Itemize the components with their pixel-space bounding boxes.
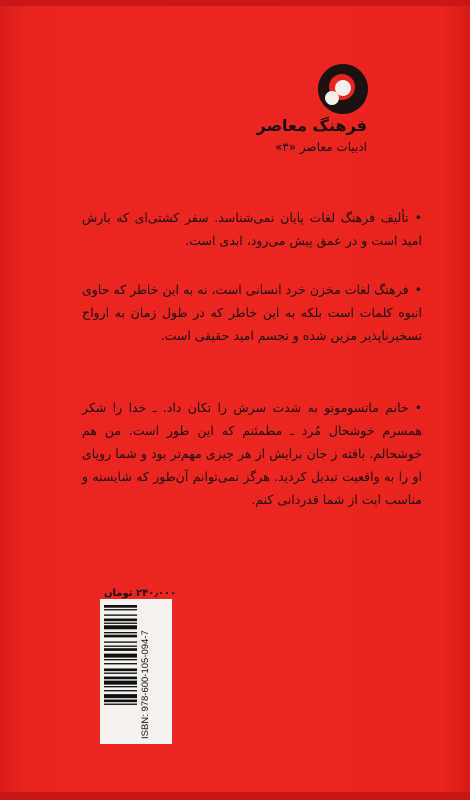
barcode-bar — [104, 704, 137, 705]
cover-top-edge — [0, 0, 470, 6]
barcode-bar — [104, 648, 137, 651]
blurb-text-1: تألیف فرهنگ لغات پایان نمی‌شناسد. سفر کشتی‌ای که بارش امید است و در عمق پیش می‌رود، ابدی است. — [82, 210, 422, 248]
barcode-bar — [104, 694, 137, 698]
barcode-bar — [104, 632, 137, 633]
publisher-logo-icon — [318, 64, 368, 114]
barcode-bar — [104, 619, 137, 622]
isbn-text: ISBN: 978-600-105-094-7 — [140, 630, 151, 739]
barcode-bar — [104, 605, 137, 608]
barcode-bar — [104, 700, 137, 703]
barcode-bar — [104, 677, 137, 680]
blurb-paragraph-1 — [82, 206, 422, 252]
series-title: ادبیات معاصر «۳» — [274, 140, 367, 154]
bullet: • — [414, 400, 422, 415]
price-label: ۲۴۰٫۰۰۰ تومان — [104, 588, 177, 599]
barcode-bar — [104, 614, 137, 615]
blurb-text-2: فرهنگ لغات مخزن خرد انسانی است، نه به این خاطر که حاوی انبوه کلمات است بلکه به این خاطر که در طول زمان به ارواح تسخیرناپذیر مزین شده و تجسم امید حقیقی است. — [82, 282, 422, 343]
barcode-bar — [104, 681, 137, 685]
bullet: • — [414, 210, 422, 225]
barcode-bar — [104, 654, 137, 658]
barcode-bar — [104, 646, 137, 647]
blurb-text-3: خانم ماتسوموتو به شدت سرش را تکان داد. ـ خدا را شکر همسرم خوشحال مُرد ـ مطمئنم که این طور است. من هم خوشحالم. بافته ز جان برایش از هر چیزی مهم‌تر بود و شما رویای او را به واقعیت تبدیل کردید. هرگز نمی‌توانم آن‌طور که شایسته و مناسب ایت از شما قدردانی کنم. — [82, 400, 422, 507]
barcode-bar — [104, 686, 137, 687]
blurb-paragraph-2 — [82, 278, 422, 347]
barcode-bar — [104, 668, 137, 671]
blurb-paragraph-3 — [82, 396, 422, 511]
barcode-bars-icon — [100, 599, 172, 744]
barcode-bar — [104, 623, 137, 624]
barcode-bar — [104, 609, 137, 610]
barcode-bar — [104, 663, 137, 664]
cover-bottom-edge — [0, 792, 470, 800]
barcode-bar — [104, 625, 137, 629]
barcode — [100, 599, 172, 744]
barcode-bar — [104, 635, 137, 638]
barcode-bar — [104, 673, 137, 674]
publisher-name: فرهنگ معاصر — [256, 116, 367, 135]
barcode-bar — [104, 641, 137, 642]
barcode-bar — [104, 690, 137, 691]
barcode-bar — [104, 659, 137, 660]
bullet: • — [414, 282, 422, 297]
